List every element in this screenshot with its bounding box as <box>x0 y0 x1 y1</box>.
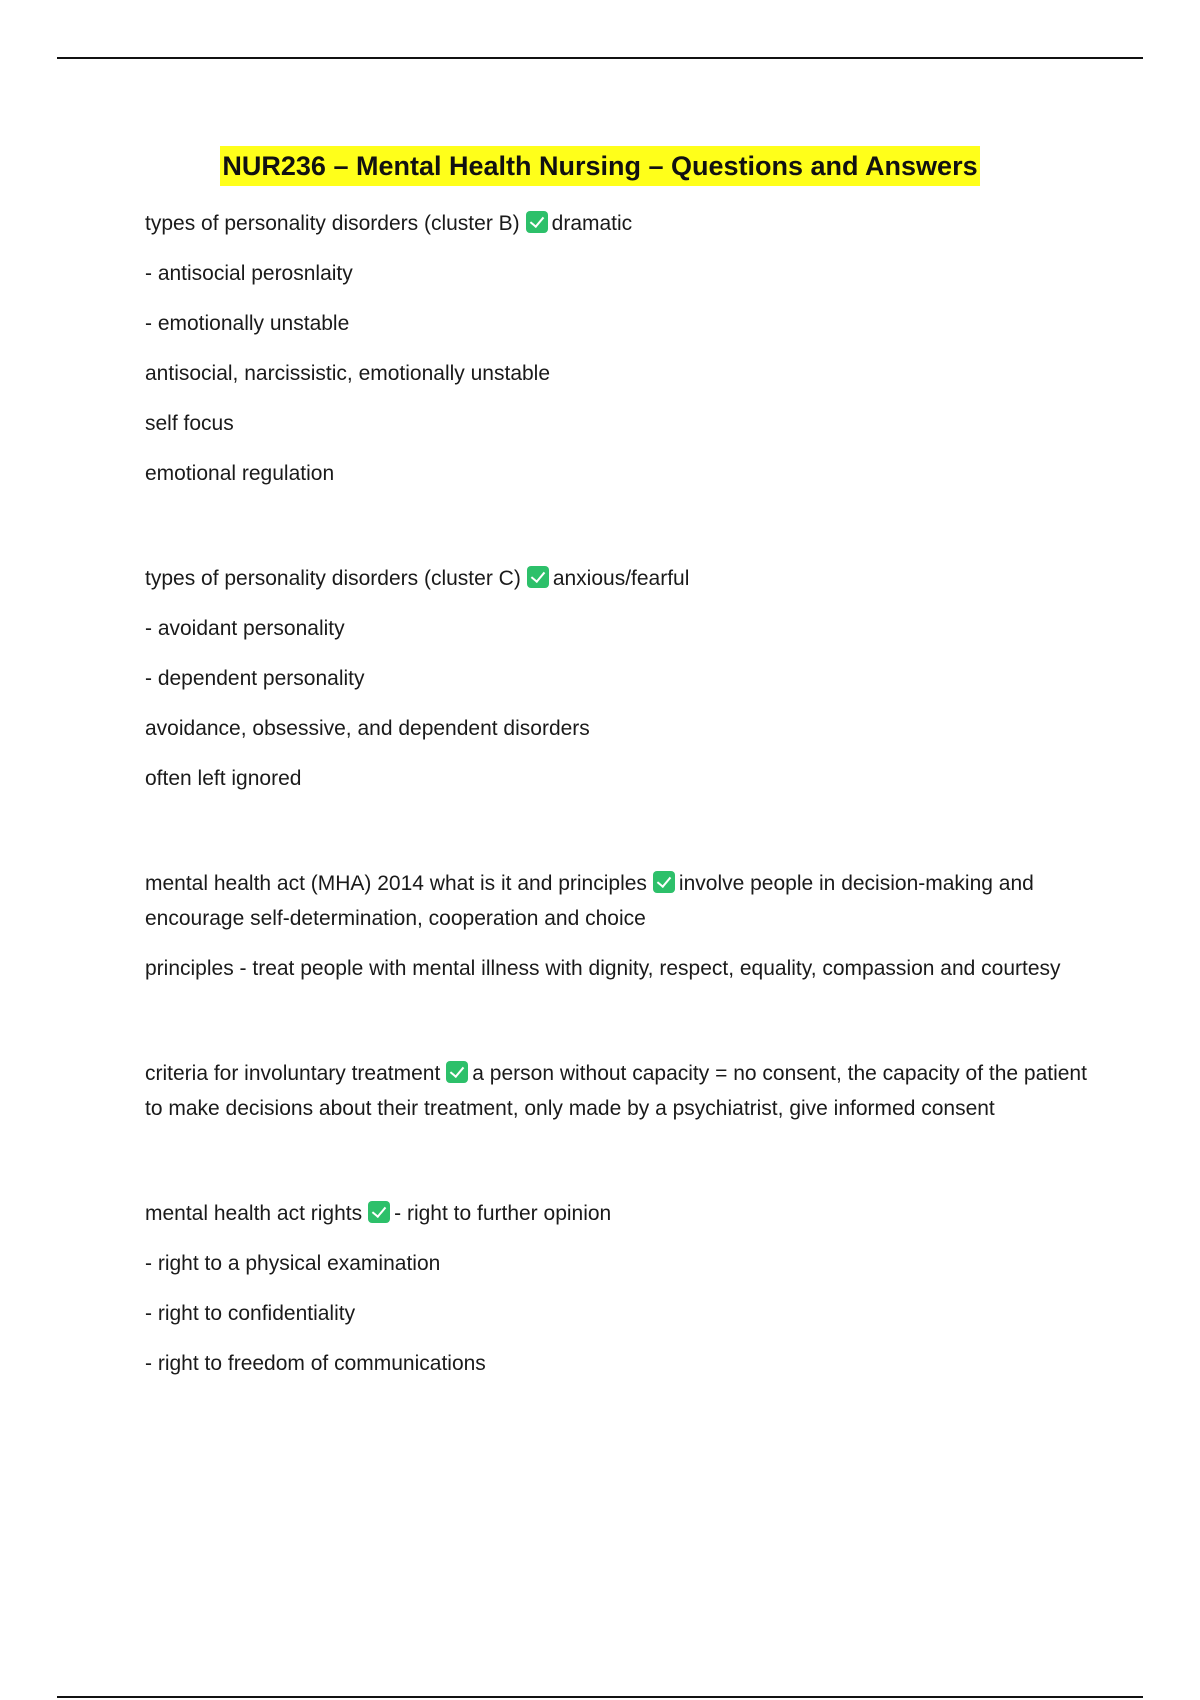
question-text: types of personality disorders (cluster B) <box>145 212 520 235</box>
question-text: mental health act rights <box>145 1202 363 1225</box>
answer-line: - right to freedom of communications <box>145 1352 486 1375</box>
document-title: NUR236 – Mental Health Nursing – Questions and Answers <box>220 146 979 186</box>
answer-line: - emotionally unstable <box>145 312 350 335</box>
section-gap <box>145 1001 1095 1056</box>
answer-text: anxious/fearful <box>552 567 690 590</box>
check-mark-icon <box>446 1061 468 1083</box>
answer-line: avoidance, obsessive, and dependent disorders <box>145 717 590 740</box>
section-gap <box>145 506 1095 561</box>
check-mark-icon <box>368 1201 390 1223</box>
top-rule <box>57 57 1143 59</box>
answer-line: - right to a physical examination <box>145 1252 441 1275</box>
qa-item-question <box>145 206 1095 241</box>
answer-text: - right to further opinion <box>394 1202 612 1225</box>
answer-line: - avoidant personality <box>145 617 345 640</box>
section-gap <box>145 1141 1095 1196</box>
question-text: types of personality disorders (cluster C) <box>145 567 521 590</box>
question-text: criteria for involuntary treatment <box>145 1062 441 1085</box>
answer-text: dramatic <box>551 212 633 235</box>
qa-item-question <box>145 866 1095 936</box>
answer-line: self focus <box>145 412 234 435</box>
answer-line: emotional regulation <box>145 462 335 485</box>
qa-item-question <box>145 1056 1095 1126</box>
answer-line: - antisocial perosnlaity <box>145 262 353 285</box>
bottom-rule <box>57 1696 1143 1698</box>
answer-text: involve people in decision-making and encourage self-determination, cooperation and choice <box>145 872 1034 930</box>
answer-text: a person without capacity = no consent, the capacity of the patient to make decisions about their treatment, only made by a psychiatrist, give informed consent <box>145 1062 1087 1120</box>
check-mark-icon <box>526 211 548 233</box>
answer-line: principles - treat people with mental illness with dignity, respect, equality, compassion and courtesy <box>145 957 1061 980</box>
qa-item-question <box>145 1196 1095 1231</box>
answer-line: antisocial, narcissistic, emotionally unstable <box>145 362 551 385</box>
check-mark-icon <box>653 871 675 893</box>
answer-line: often left ignored <box>145 767 302 790</box>
section-gap <box>145 811 1095 866</box>
answer-line: - right to confidentiality <box>145 1302 356 1325</box>
title-container <box>0 146 1200 186</box>
answer-line: - dependent personality <box>145 667 365 690</box>
check-mark-icon <box>527 566 549 588</box>
qa-item-question <box>145 561 1095 596</box>
qa-content <box>145 206 1095 1396</box>
question-text: mental health act (MHA) 2014 what is it and principles <box>145 872 647 895</box>
